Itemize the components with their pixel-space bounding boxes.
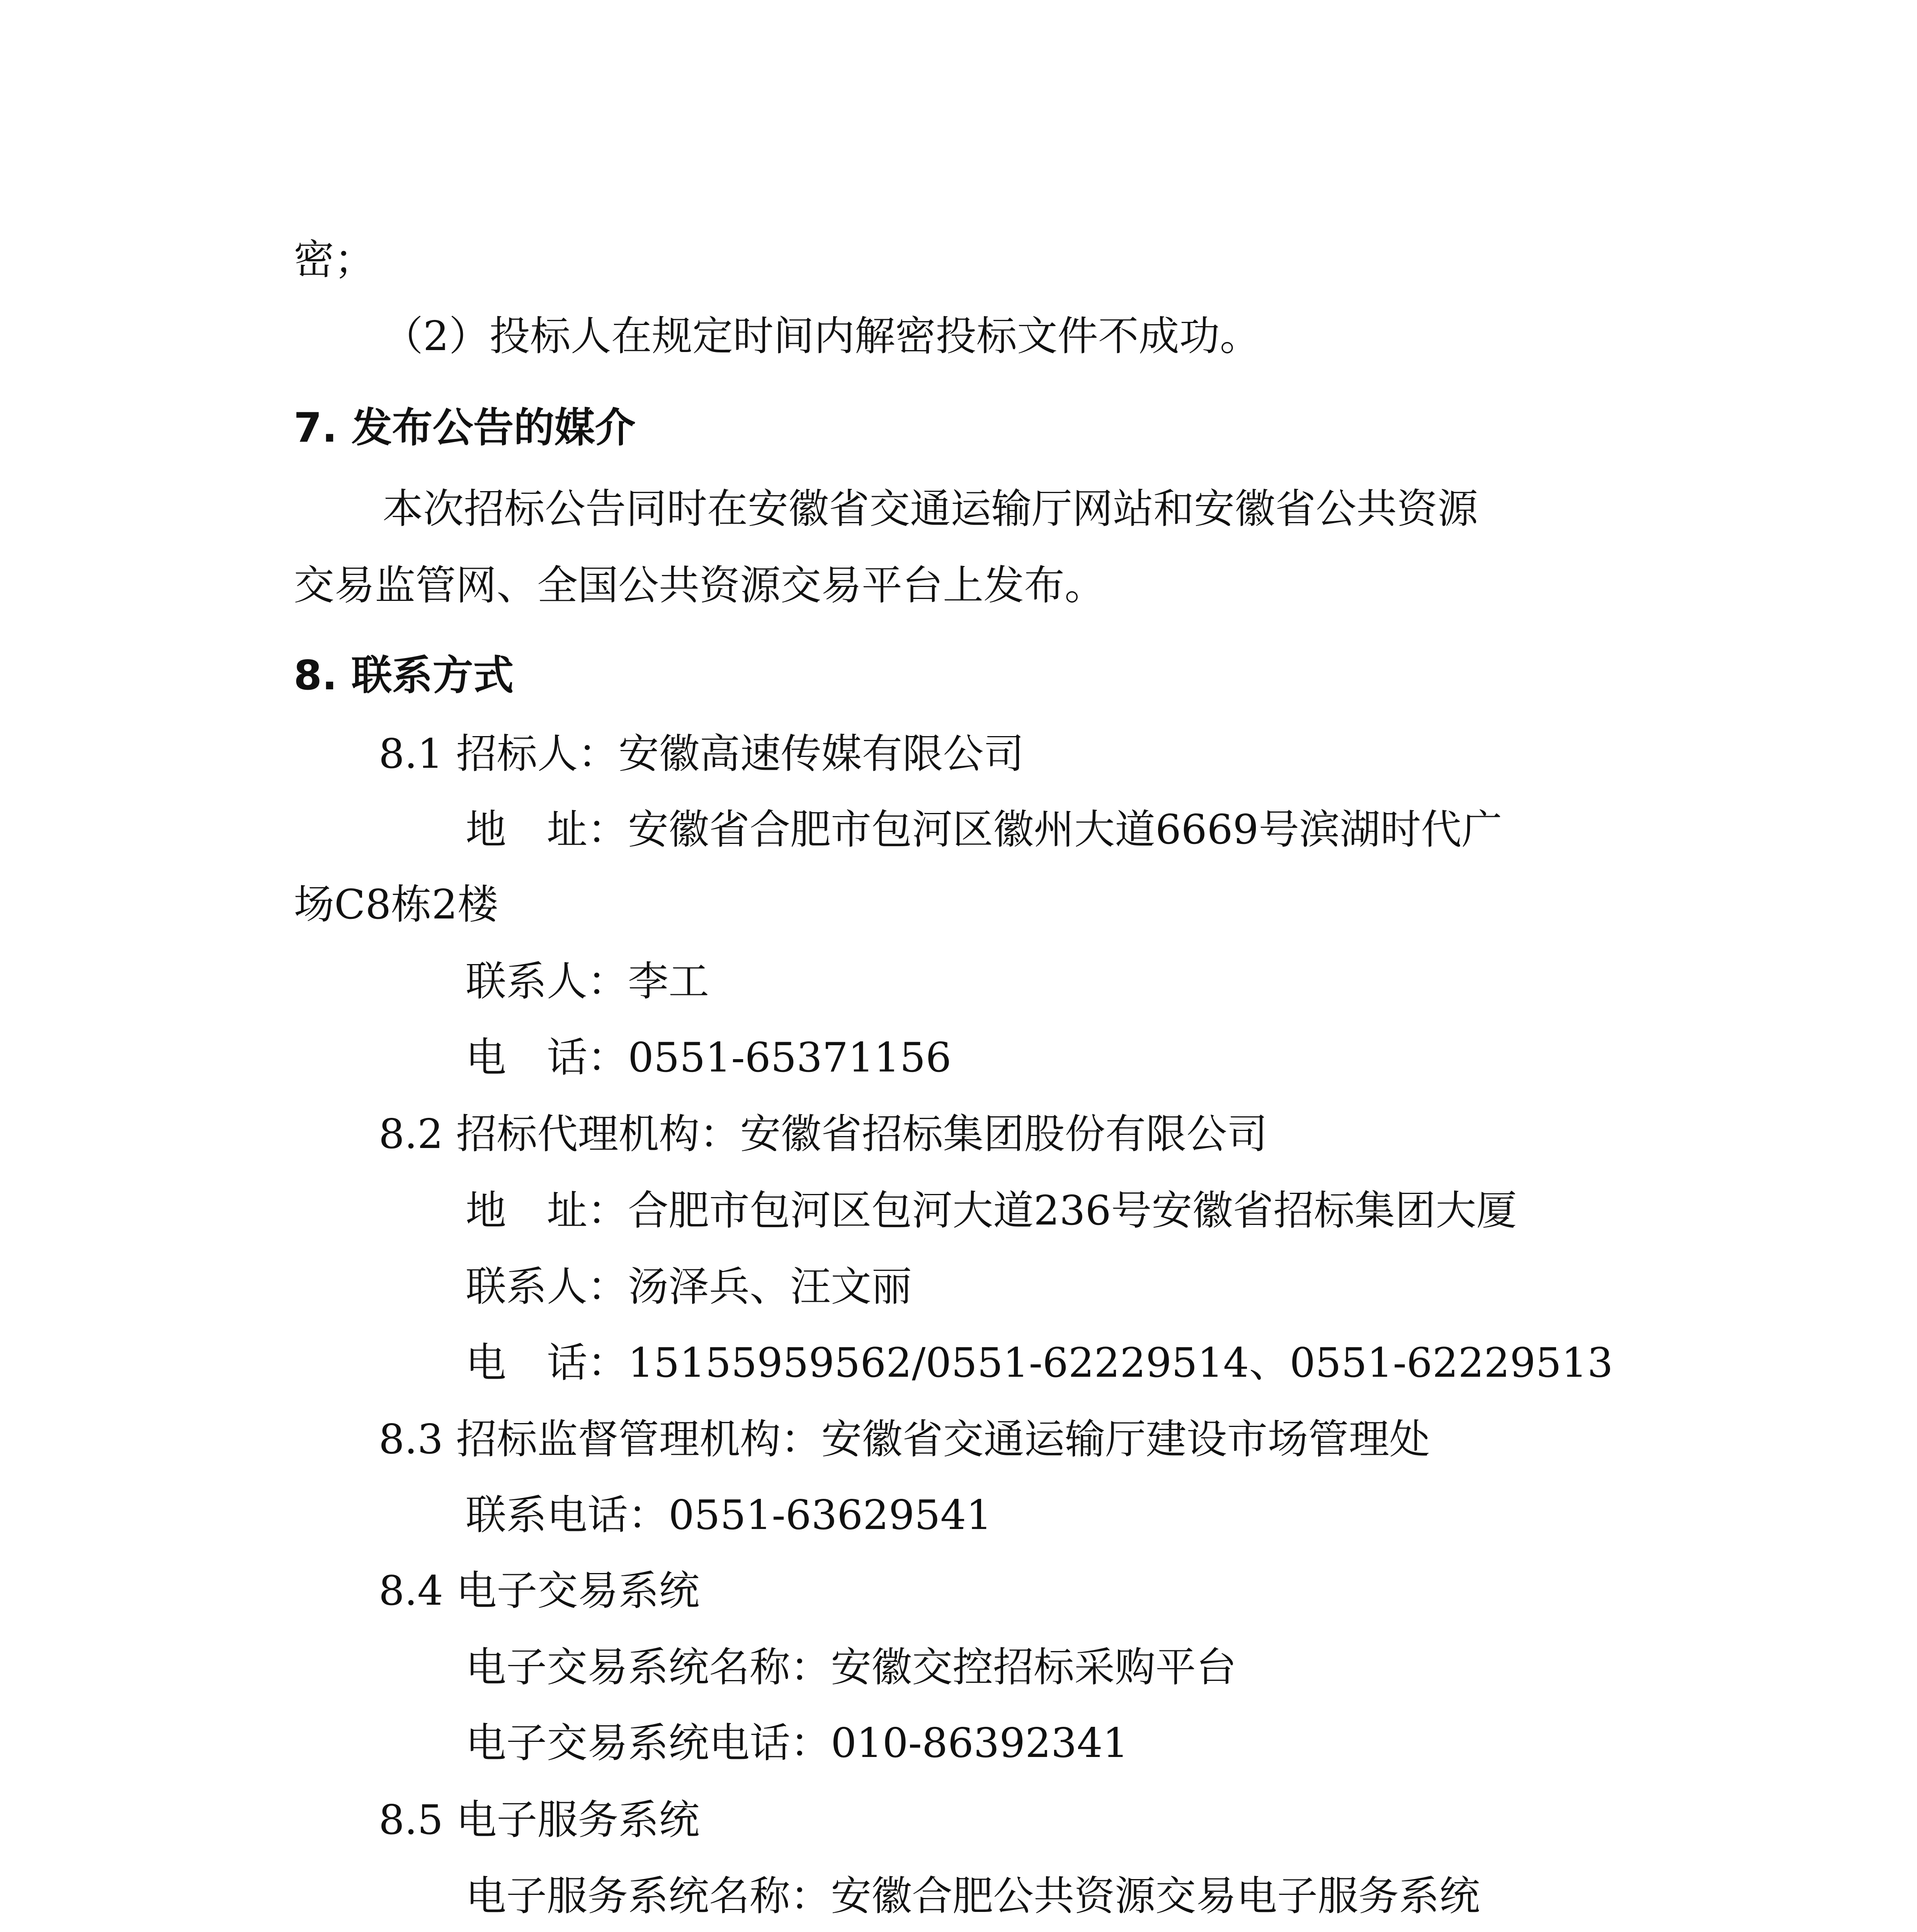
subsection-heading: 8.4 电子交易系统 (379, 1567, 700, 1614)
text-line: （2）投标人在规定时间内解密投标文件不成功。 (383, 313, 1260, 360)
text-line: 联系电话：0551-63629541 (466, 1492, 992, 1539)
text-line: 联系人：李工 (466, 958, 709, 1005)
text-line: 电子交易系统电话：010-86392341 (466, 1719, 1129, 1767)
text-line: 本次招标公告同时在安徽省交通运输厅网站和安徽省公共资源 (383, 485, 1478, 532)
text-line: 电子交易系统名称：安徽交控招标采购平台 (466, 1644, 1237, 1691)
text-line: 地 址：合肥市包河区包河大道236号安徽省招标集团大厦 (466, 1187, 1517, 1234)
section-heading-8: 8. 联系方式 (294, 652, 514, 699)
text-line: 密； (294, 236, 375, 283)
text-line: 场C8栋2楼 (294, 881, 498, 928)
text-line: 电 话：0551-65371156 (466, 1034, 952, 1081)
text-line: 交易监管网、全国公共资源交易平台上发布。 (294, 562, 1106, 609)
subsection-heading: 8.2 招标代理机构：安徽省招标集团股份有限公司 (379, 1111, 1268, 1158)
text-line: 电子服务系统名称：安徽合肥公共资源交易电子服务系统 (466, 1872, 1480, 1920)
subsection-heading: 8.1 招标人：安徽高速传媒有限公司 (379, 730, 1024, 777)
subsection-heading: 8.5 电子服务系统 (379, 1796, 700, 1844)
text-line: 电 话：15155959562/0551-62229514、0551-62229513 (466, 1339, 1613, 1386)
text-line: 联系人：汤泽兵、汪文丽 (466, 1263, 912, 1310)
subsection-heading: 8.3 招标监督管理机构：安徽省交通运输厅建设市场管理处 (379, 1416, 1430, 1463)
text-line: 地 址：安徽省合肥市包河区徽州大道6669号滨湖时代广 (466, 806, 1502, 853)
section-heading-7: 7. 发布公告的媒介 (294, 404, 636, 451)
